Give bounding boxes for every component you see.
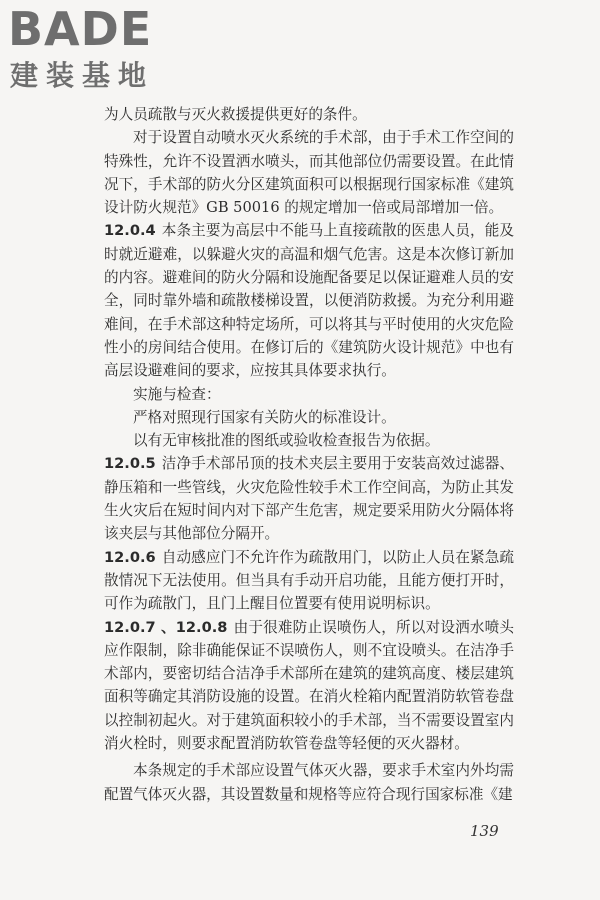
clause-12-0-7-8: 12.0.7 、12.0.8 由于很难防止误喷伤人，所以对设洒水喷头应作限制，除非确能保证不误喷伤人，则不宜设喷头。在洁净手术部内，要密切结合洁净手术部所在建筑的建筑高度、楼层建筑面积等确定其消防设施的设置。在消火栓箱内配置消防软管卷盘以控制初起火。对于建筑面积较小的手术部，当不需要设置室内消火栓时，则要求配置消防软管卷盘等轻便的灭火器材。: [104, 618, 514, 753]
clause-12-0-4: 12.0.4 本条主要为高层中不能马上直接疏散的医患人员，能及时就近避难，以躲避火灾的高温和烟气危害。这是本次修订新加的内容。避难间的防火分隔和设施配备要足以保证避难人员的安全，同时靠外墙和疏散楼梯设置，以便消防救援。为充分利用避难间，在手术部这种特定场所，可以将其与平时使用的火灾危险性小的房间结合使用。在修订后的《建筑防火设计规范》中也有高层设避难间的要求，应按其具体要求执行。: [104, 222, 514, 380]
bade-logo: [8, 4, 178, 96]
clause-number: 12.0.4: [104, 222, 156, 240]
paragraph: 严格对照现行国家有关防火的标准设计。: [133, 408, 396, 426]
clause-12-0-5: 12.0.5 洁净手术部吊顶的技术夹层主要用于安装高效过滤器、静压箱和一些管线，火灾危险性较手术工作空间高，为防止其发生火灾后在短时间内对下部产生危害，规定要采用防火分隔体将该夹层与其他部位分隔开。: [104, 455, 514, 543]
page-number: 139: [470, 822, 499, 840]
clause-12-0-6: 12.0.6 自动感应门不允许作为疏散用门，以防止人员在紧急疏散情况下无法使用。但当具有手动开启功能，且能方便打开时，可作为疏散门，且门上醒目位置要有使用说明标识。: [104, 548, 514, 613]
clause-number: 12.0.5: [104, 455, 156, 473]
logo-brand: BADE: [8, 2, 153, 56]
logo-subtitle: 建装基地: [10, 59, 155, 92]
clause-number: 12.0.7 、12.0.8: [104, 618, 228, 636]
paragraph: 以有无审核批准的图纸或验收检查报告为依据。: [133, 432, 440, 450]
paragraph: 对于设置自动喷水灭火系统的手术部，由于手术工作空间的特殊性，允许不设置洒水喷头，而其他部位仍需要设置。在此情况下，手术部的防火分区建筑面积可以根据现行国家标准《建筑设计防火规范》GB 50016 的规定增加一倍或局部增加一倍。: [104, 129, 514, 217]
page-body: [104, 103, 514, 806]
paragraph: 本条规定的手术部应设置气体灭火器，要求手术室内外均需配置气体灭火器，其设置数量和规格等应符合现行国家标准《建: [104, 762, 514, 803]
paragraph: 为人员疏散与灭火救援提供更好的条件。: [104, 106, 367, 123]
clause-number: 12.0.6: [104, 548, 156, 566]
paragraph: 实施与检查：: [133, 385, 221, 403]
